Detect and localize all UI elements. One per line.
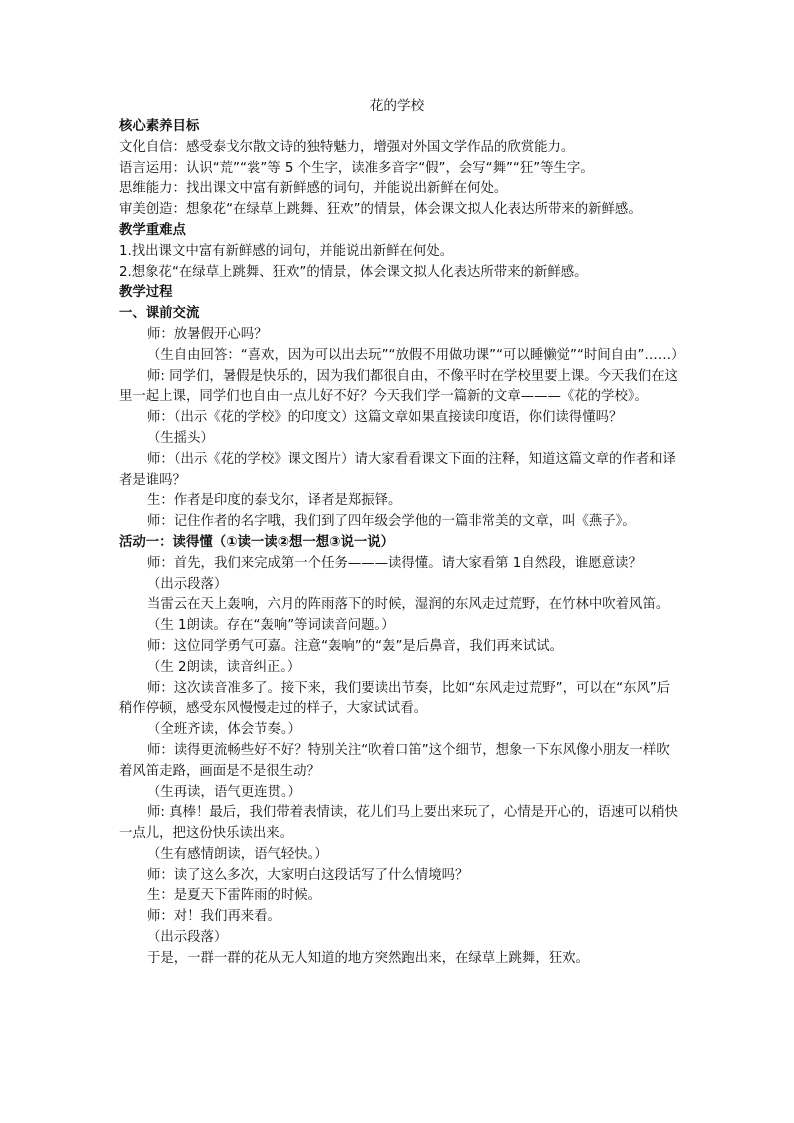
dialogue-line: （全班齐读，体会节奏。） xyxy=(147,722,301,738)
section-pre-class: 一、课前交流 xyxy=(119,306,200,322)
dialogue-line: 师：（出示《花的学校》课文图片）请大家看看课文下面的注释，知道这篇文章的作者和译者是谁吗？ xyxy=(119,451,676,488)
heading-key-points: 教学重难点 xyxy=(119,222,186,238)
passage-excerpt: 于是，一群一群的花从无人知道的地方突然跑出来，在绿草上跳舞，狂欢。 xyxy=(147,950,589,966)
dialogue-line: 生：是夏天下雷阵雨的时候。 xyxy=(147,888,322,904)
passage-excerpt: 当雷云在天上轰响，六月的阵雨落下的时候，湿润的东风走过荒野，在竹林中吹着风笛。 xyxy=(147,597,670,613)
dialogue-line: （出示段落） xyxy=(147,930,228,946)
document-title: 花的学校 xyxy=(369,98,425,114)
heading-process: 教学过程 xyxy=(119,285,173,301)
dialogue-line: 师：对！我们再来看。 xyxy=(147,909,281,925)
document-body xyxy=(119,117,685,970)
dialogue-line: （生 2朗读，读音纠正。） xyxy=(147,659,301,675)
goal-aesthetic: 审美创造：想象花“在绿草上跳舞、狂欢”的情景，体会课文拟人化表达所带来的新鲜感。 xyxy=(119,202,642,218)
dialogue-line: 师: 同学们，暑假是快乐的，因为我们都很自由，不像平时在学校里要上课。今天我们在这里一起上课，同学们也自由一点儿好不好？今天我们学一篇新的文章———《花的学校》。 xyxy=(119,368,678,405)
dialogue-line: 师：记住作者的名字哦，我们到了四年级会学他的一篇非常美的文章，叫《燕子》。 xyxy=(147,514,636,530)
dialogue-line: 师：这次读音准多了。接下来，我们要读出节奏，比如“东风走过荒野”，可以在“东风”后稍作停顿，感受东风慢慢走过的样子，大家试试看。 xyxy=(119,680,671,717)
dialogue-line: （生自由回答：“喜欢，因为可以出去玩”“放假不用做功课”“可以睡懒觉”“时间自由”……） xyxy=(147,347,685,363)
heading-core-goals: 核心素养目标 xyxy=(119,119,200,134)
dialogue-line: （生摇头） xyxy=(147,430,214,446)
dialogue-line: 师：（出示《花的学校》的印度文）这篇文章如果直接读印度语，你们读得懂吗？ xyxy=(147,410,623,426)
dialogue-line: 师：读了这么多次，大家明白这段话写了什么情境吗？ xyxy=(147,867,469,883)
dialogue-line: （生再读，语气更连贯。） xyxy=(147,784,301,800)
dialogue-line: 师：读得更流畅些好不好？特别关注“吹着口笛”这个细节，想象一下东风像小朋友一样吹着风笛走路，画面是不是很生动？ xyxy=(119,742,670,779)
dialogue-line: （生 1朗读。存在“轰响”等词读音问题。） xyxy=(147,618,395,634)
dialogue-line: 师：放暑假开心吗？ xyxy=(147,326,268,342)
goal-thinking: 思维能力：找出课文中富有新鲜感的词句，并能说出新鲜在何处。 xyxy=(119,181,508,197)
key-point-1: 1.找出课文中富有新鲜感的词句，并能说出新鲜在何处。 xyxy=(119,243,454,259)
key-point-2: 2.想象花“在绿草上跳舞、狂欢”的情景，体会课文拟人化表达所带来的新鲜感。 xyxy=(119,264,588,280)
dialogue-line: （生有感情朗读，语气轻快。） xyxy=(147,846,328,862)
goal-language: 语言运用：认识“荒”“裳”等 5 个生字，读准多音字“假”，会写“舞”“狂”等生字。 xyxy=(119,160,594,176)
goal-culture: 文化自信：感受泰戈尔散文诗的独特魅力，增强对外国文学作品的欣赏能力。 xyxy=(119,139,575,155)
dialogue-line: 生：作者是印度的泰戈尔，译者是郑振铎。 xyxy=(147,493,402,509)
activity-heading: 活动一：读得懂（①读一读②想一想③说一说） xyxy=(119,534,395,550)
dialogue-line: 师：首先，我们来完成第一个任务———读得懂。请大家看第 1自然段，谁愿意读？ xyxy=(147,555,642,571)
dialogue-line: （出示段落） xyxy=(147,576,228,592)
dialogue-line: 师：这位同学勇气可嘉。注意“轰响”的“轰”是后鼻音，我们再来试试。 xyxy=(147,638,564,654)
dialogue-line: 师: 真棒！最后，我们带着表情读，花儿们马上要出来玩了，心情是开心的，语速可以稍快一点儿，把这份快乐读出来。 xyxy=(119,805,678,842)
